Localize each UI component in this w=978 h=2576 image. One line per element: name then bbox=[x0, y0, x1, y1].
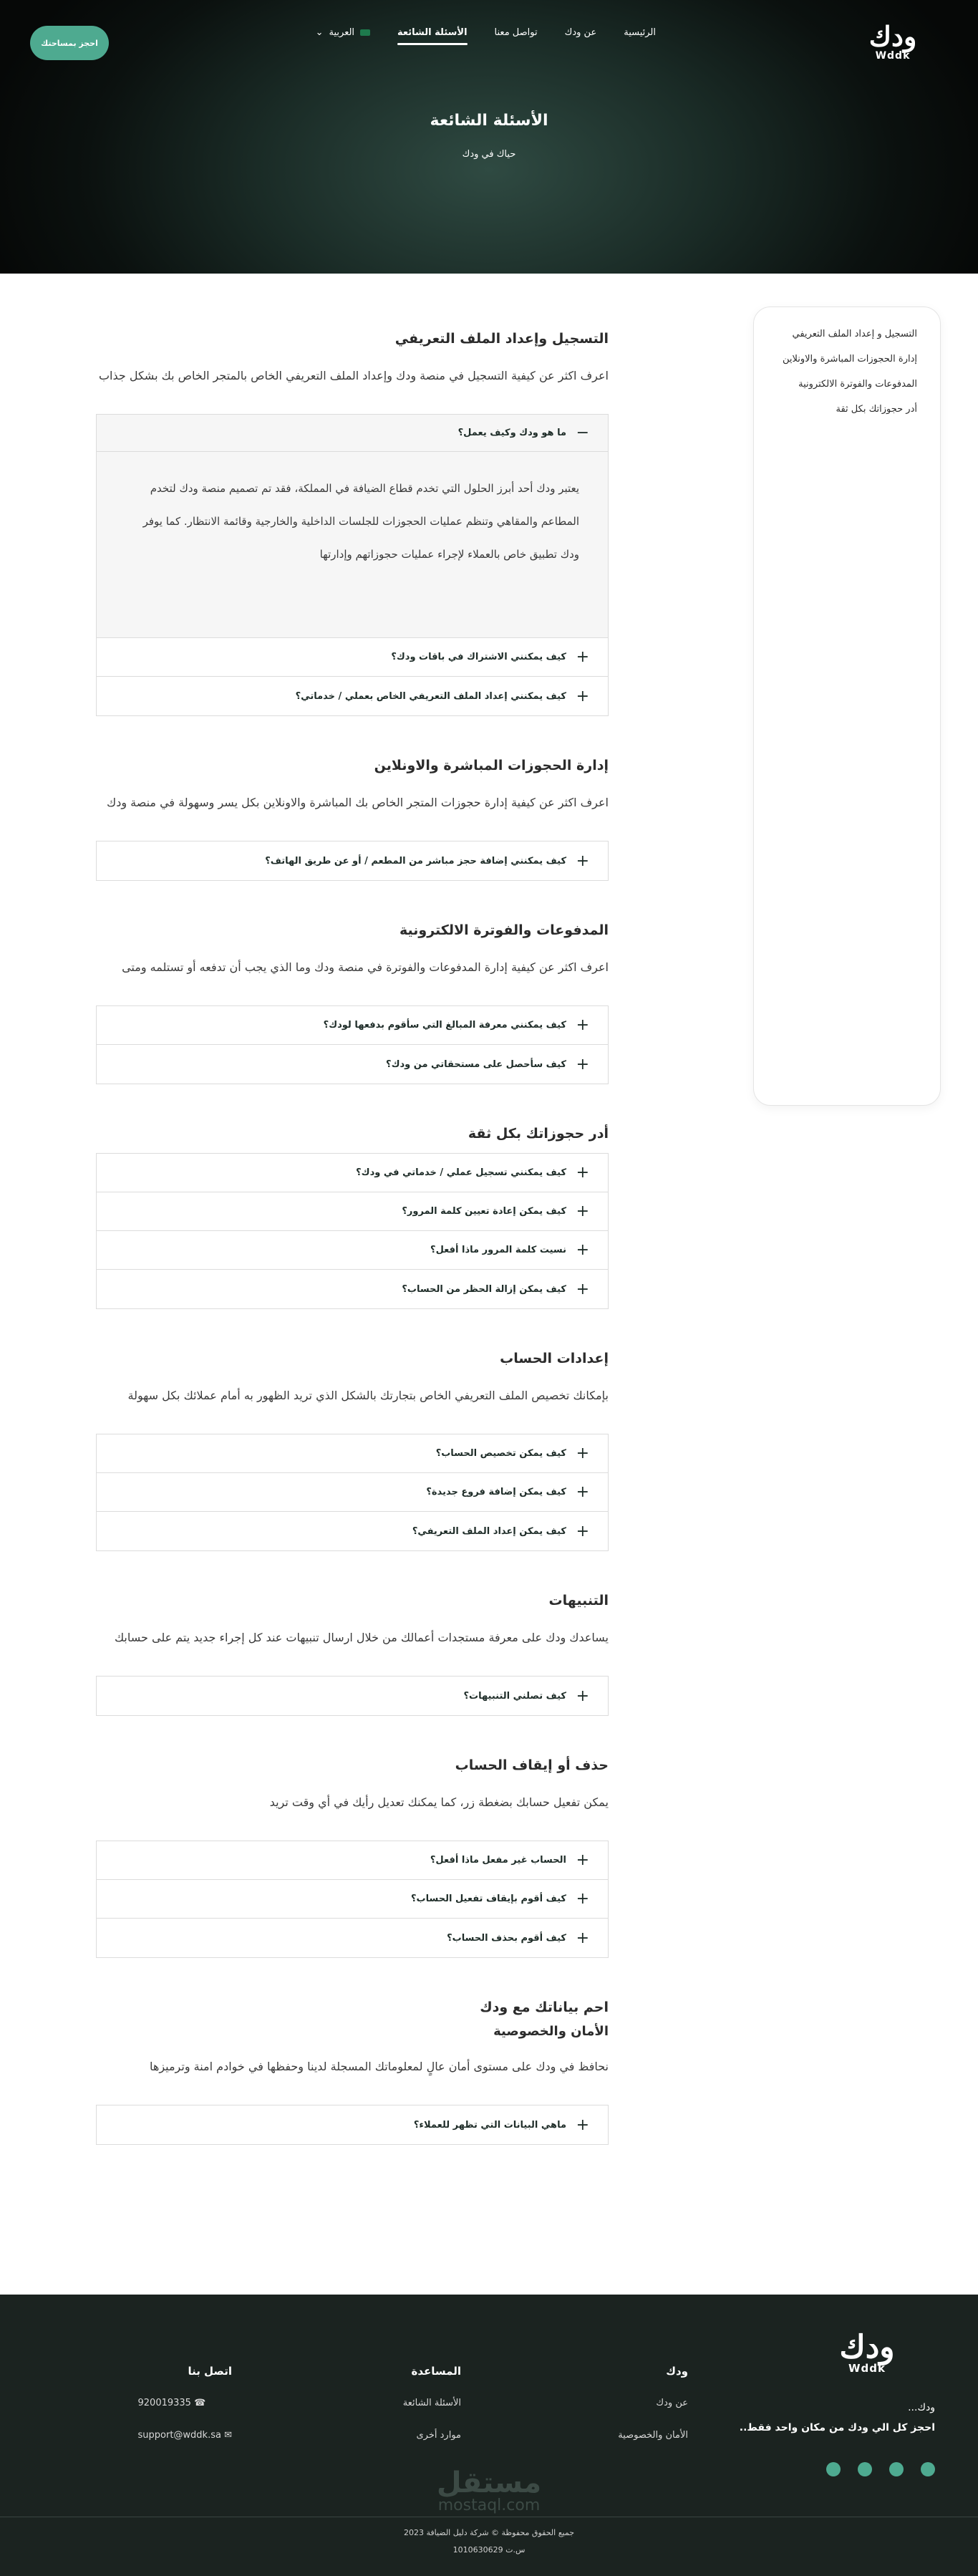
faq-accordion bbox=[96, 1434, 609, 1551]
section-account bbox=[96, 1351, 609, 1551]
footer bbox=[0, 2295, 978, 2576]
faq-question-text: كيف يمكن إزالة الحظر من الحساب؟ bbox=[402, 1283, 566, 1295]
nav-contact[interactable]: تواصل معنا bbox=[494, 27, 538, 38]
sidebar-link-payments[interactable]: المدفوعات والفوترة الالكترونية bbox=[798, 379, 917, 390]
section-description: اعرف اكثر عن كيفية التسجيل في منصة ودك وإعداد الملف التعريفي الخاص بالمتجر الخاص بك بشكل جذاب bbox=[98, 369, 609, 382]
faq-question-text: كيف يمكنني معرفة المبالغ التي سأقوم بدفعها لودك؟ bbox=[323, 1020, 566, 1031]
faq-question[interactable] bbox=[97, 1192, 608, 1231]
section-title: أدر حجوزاتك بكل ثقة bbox=[468, 1126, 609, 1142]
faq-question-open[interactable] bbox=[97, 415, 608, 452]
chevron-down-icon: ⌄ bbox=[315, 27, 324, 38]
faq-question[interactable] bbox=[97, 1512, 608, 1550]
faq-question-text: كيف يمكنني الاشتراك في باقات ودك؟ bbox=[391, 652, 566, 662]
faq-question[interactable] bbox=[97, 1270, 608, 1308]
section-title: احم بياناتك مع ودك bbox=[480, 1999, 609, 2015]
nav-faq[interactable]: الأسئلة الشائعة bbox=[397, 27, 468, 45]
faq-question-text: كيف يمكنني إضافة حجز مباشر من المطعم / أو عن طريق الهاتف؟ bbox=[265, 855, 566, 867]
faq-question[interactable] bbox=[97, 1473, 608, 1512]
watermark-english: mostaql.com bbox=[437, 2497, 541, 2514]
logo-arabic: ودك bbox=[868, 20, 917, 52]
footer-logo-arabic: ودك bbox=[839, 2329, 895, 2365]
plus-icon: + bbox=[576, 1202, 589, 1220]
footer-col-title: المساعدة bbox=[411, 2365, 461, 2378]
footer-col-title: اتصل بنا bbox=[188, 2365, 232, 2378]
plus-icon: + bbox=[576, 2116, 589, 2134]
faq-question[interactable] bbox=[97, 1434, 608, 1473]
plus-icon: + bbox=[576, 1890, 589, 1908]
faq-question[interactable] bbox=[97, 1154, 608, 1192]
plus-icon: + bbox=[576, 1164, 589, 1182]
faq-accordion bbox=[96, 1841, 609, 1958]
section-description: نحافظ في ودك على مستوى أمان عالٍ لمعلوماتك المسجلة لدينا وحفظها في خوادم امنة وترميزها bbox=[150, 2060, 609, 2073]
sidebar-link-registration[interactable]: التسجيل و إعداد الملف التعريفي bbox=[792, 329, 917, 339]
faq-question[interactable] bbox=[97, 1841, 608, 1880]
email-icon: ✉ bbox=[224, 2430, 232, 2441]
faq-question-text: ما هو ودك وكيف يعمل؟ bbox=[457, 428, 566, 438]
plus-icon: + bbox=[576, 687, 589, 705]
faq-question[interactable] bbox=[97, 2105, 608, 2144]
faq-question-text: نسيت كلمة المرور ماذا أفعل؟ bbox=[430, 1245, 566, 1255]
faq-question-text: كيف سأحصل على مستحقاتي من ودك؟ bbox=[386, 1058, 566, 1070]
section-title: حذف أو إيقاف الحساب bbox=[455, 1757, 609, 1773]
watermark bbox=[0, 2466, 978, 2514]
plus-icon: + bbox=[576, 1016, 589, 1034]
section-description: يمكن تفعيل حسابك بضغطة زر، كما يمكنك تعديل رأيك في أي وقت تريد bbox=[269, 1795, 609, 1809]
page-title: الأسئلة الشائعة bbox=[430, 112, 548, 130]
language-selector[interactable] bbox=[316, 27, 370, 45]
footer-col-wddk bbox=[618, 2365, 688, 2462]
faq-answer: يعتبر ودك أحد أبرز الحلول التي تخدم قطاع الضيافة في المملكة، فقد تم تصميم منصة ودك لتخدم المطاعم والمقاهي وتنظم عمليات الحجوزات للجلسات الداخلية والخارجية وقائمة الانتظار. كما يوفر ودك تطبيق خاص بالعملاء لإجراء عمليات حجوزاتهم وإدارتها bbox=[97, 452, 608, 638]
plus-icon: + bbox=[576, 648, 589, 666]
faq-question-text: الحساب غير مفعل ماذا أفعل؟ bbox=[430, 1855, 566, 1866]
faq-accordion bbox=[96, 1153, 609, 1309]
logo-english: Wddk bbox=[875, 50, 911, 62]
faq-sidebar bbox=[753, 307, 941, 1106]
section-title: التنبيهات bbox=[548, 1593, 609, 1608]
faq-main bbox=[0, 274, 978, 2295]
faq-question[interactable] bbox=[97, 1231, 608, 1270]
footer-link-privacy[interactable]: الأمان والخصوصية bbox=[618, 2430, 688, 2441]
faq-question-text: كيف أقوم بإيقاف تفعيل الحساب؟ bbox=[411, 1894, 566, 1904]
faq-question-text: كيف يمكنني تسجيل عملي / خدماتي في ودك؟ bbox=[356, 1167, 566, 1178]
faq-accordion bbox=[96, 2105, 609, 2145]
section-privacy bbox=[96, 1999, 609, 2145]
faq-question[interactable] bbox=[97, 1880, 608, 1919]
section-description: يساعدك ودك على معرفة مستجدات أعمالك من خلال ارسال تنبيهات عند كل إجراء جديد يتم على حسابك bbox=[114, 1631, 609, 1644]
footer-email[interactable] bbox=[138, 2430, 233, 2441]
flag-icon bbox=[360, 29, 370, 36]
language-label: العربية bbox=[329, 27, 355, 38]
faq-question[interactable] bbox=[97, 1677, 608, 1715]
footer-tagline: ودك... bbox=[908, 2402, 935, 2413]
faq-question[interactable] bbox=[97, 638, 608, 677]
faq-question[interactable] bbox=[97, 1006, 608, 1045]
plus-icon: + bbox=[576, 1241, 589, 1259]
section-description: بإمكانك تخصيص الملف التعريفي الخاص بتجارتك بالشكل الذي تريد الظهور به أمام عملائك بكل سهولة bbox=[127, 1389, 609, 1402]
faq-question-text: كيف يمكن تخصيص الحساب؟ bbox=[435, 1448, 566, 1459]
section-title: المدفوعات والفوترة الالكترونية bbox=[399, 922, 609, 938]
footer-logo-english: Wddk bbox=[848, 2362, 886, 2375]
commercial-registration: س.ت 1010630629 bbox=[452, 2545, 526, 2555]
main-menu bbox=[316, 27, 656, 45]
faq-question-text: كيف أقوم بحذف الحساب؟ bbox=[447, 1932, 566, 1944]
footer-link-about[interactable]: عن ودك bbox=[656, 2398, 688, 2408]
section-bookings bbox=[96, 758, 609, 881]
plus-icon: + bbox=[576, 1929, 589, 1947]
plus-icon: + bbox=[576, 1687, 589, 1705]
nav-about[interactable]: عن ودك bbox=[564, 27, 597, 38]
faq-accordion bbox=[96, 841, 609, 881]
section-title: إدارة الحجوزات المباشرة والاونلاين bbox=[374, 758, 609, 773]
section-title: التسجيل وإعداد الملف التعريفي bbox=[394, 331, 609, 347]
copyright: جميع الحقوق محفوظة © شركة دليل الضيافة 2023 bbox=[403, 2528, 575, 2537]
footer-link-resources[interactable]: موارد أخرى bbox=[416, 2430, 461, 2441]
plus-icon: + bbox=[576, 1522, 589, 1540]
sidebar-link-bookings[interactable]: إدارة الحجوزات المباشرة والاونلاين bbox=[782, 354, 917, 365]
section-manage bbox=[96, 1126, 609, 1309]
footer-slogan: احجز كل الي ودك من مكان واحد فقط.. bbox=[739, 2422, 935, 2433]
section-registration bbox=[96, 331, 609, 716]
phone-icon: ☎ bbox=[194, 2398, 206, 2408]
plus-icon: + bbox=[576, 1851, 589, 1869]
faq-accordion bbox=[96, 1005, 609, 1084]
faq-question-text: كيف يمكن إعادة تعيين كلمة المرور؟ bbox=[402, 1206, 566, 1217]
book-space-button[interactable]: احجز بمساحتك bbox=[30, 26, 109, 60]
faq-question[interactable] bbox=[97, 1045, 608, 1084]
footer-col-contact bbox=[138, 2365, 233, 2462]
phone-number: 920019335 bbox=[137, 2398, 191, 2408]
section-subtitle: الأمان والخصوصية bbox=[493, 2024, 609, 2039]
email-address: support@wddk.sa bbox=[137, 2430, 221, 2441]
footer-logo[interactable] bbox=[824, 2329, 910, 2375]
logo[interactable] bbox=[853, 20, 932, 62]
footer-link-faq[interactable]: الأسئلة الشائعة bbox=[402, 2398, 461, 2408]
section-delete bbox=[96, 1757, 609, 1958]
nav-home[interactable]: الرئيسية bbox=[624, 27, 656, 38]
faq-question[interactable] bbox=[97, 1919, 608, 1957]
watermark-arabic: مستقل bbox=[436, 2466, 542, 2499]
sidebar-link-manage[interactable]: أدر حجوزاتك بكل ثقة bbox=[836, 404, 917, 415]
section-alerts bbox=[96, 1593, 609, 1716]
plus-icon: + bbox=[576, 1483, 589, 1501]
footer-col-title: ودك bbox=[666, 2365, 688, 2378]
faq-question-text: كيف يمكنني إعداد الملف التعريفي الخاص بعملي / خدماتي؟ bbox=[295, 690, 566, 702]
minus-icon: − bbox=[576, 424, 589, 442]
plus-icon: + bbox=[576, 852, 589, 870]
faq-question[interactable] bbox=[97, 677, 608, 715]
page-subtitle: حياك في ودك bbox=[462, 149, 516, 160]
footer-phone[interactable] bbox=[138, 2398, 233, 2408]
faq-question-text: كيف يمكن إعداد الملف التعريفي؟ bbox=[412, 1525, 566, 1537]
plus-icon: + bbox=[576, 1444, 589, 1462]
faq-content bbox=[96, 331, 609, 2186]
hero-header bbox=[0, 0, 978, 274]
top-nav bbox=[0, 21, 978, 64]
faq-question-text: ماهي البيانات التي تظهر للعملاء؟ bbox=[413, 2119, 566, 2131]
section-description: اعرف اكثر عن كيفية إدارة حجوزات المتجر الخاص بك المباشرة والاونلاين بكل يسر وسهولة في منصة ودك bbox=[107, 796, 609, 809]
faq-accordion bbox=[96, 1676, 609, 1716]
plus-icon: + bbox=[576, 1055, 589, 1074]
section-description: اعرف اكثر عن كيفية إدارة المدفوعات والفوترة في منصة ودك وما الذي يجب أن تدفعه أو تستلمه ومتى bbox=[122, 960, 609, 974]
section-title: إعدادات الحساب bbox=[500, 1351, 609, 1366]
faq-question[interactable] bbox=[97, 841, 608, 880]
section-payments bbox=[96, 922, 609, 1084]
faq-question-text: كيف تصلني التنبيهات؟ bbox=[463, 1690, 566, 1702]
faq-question-text: كيف يمكن إضافة فروع جديدة؟ bbox=[426, 1487, 566, 1497]
plus-icon: + bbox=[576, 1280, 589, 1298]
faq-accordion bbox=[96, 414, 609, 716]
footer-col-help bbox=[403, 2365, 461, 2462]
